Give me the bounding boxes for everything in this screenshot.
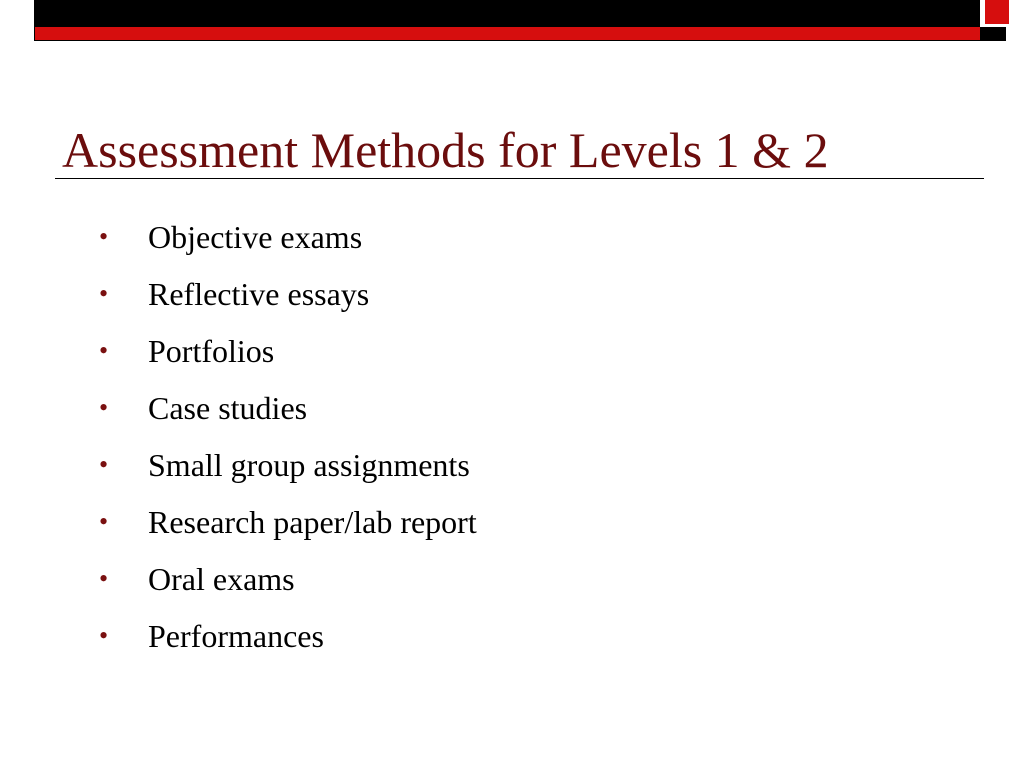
bullet-icon: •	[99, 450, 109, 479]
bullet-icon: •	[99, 222, 109, 251]
list-item-text: Portfolios	[148, 333, 275, 369]
header-red-bar	[34, 27, 980, 41]
list-item-text: Performances	[148, 618, 324, 654]
slide-title: Assessment Methods for Levels 1 & 2	[62, 122, 829, 178]
header-black-bar	[34, 0, 980, 27]
bullet-icon: •	[99, 279, 109, 308]
bullet-icon: •	[99, 507, 109, 536]
bullet-icon: •	[99, 621, 109, 650]
title-underline	[55, 178, 984, 179]
list-item-text: Reflective essays	[148, 276, 370, 312]
list-item-text: Small group assignments	[148, 447, 470, 483]
bullet-icon: •	[99, 393, 109, 422]
corner-red-square	[985, 0, 1009, 24]
list-item-text: Objective exams	[148, 219, 363, 255]
bullet-icon: •	[99, 336, 109, 365]
list-item-text: Oral exams	[148, 561, 295, 597]
list-item-text: Case studies	[148, 390, 308, 426]
bullet-icon: •	[99, 564, 109, 593]
list-item-text: Research paper/lab report	[148, 504, 477, 540]
corner-black-square	[980, 27, 1006, 41]
